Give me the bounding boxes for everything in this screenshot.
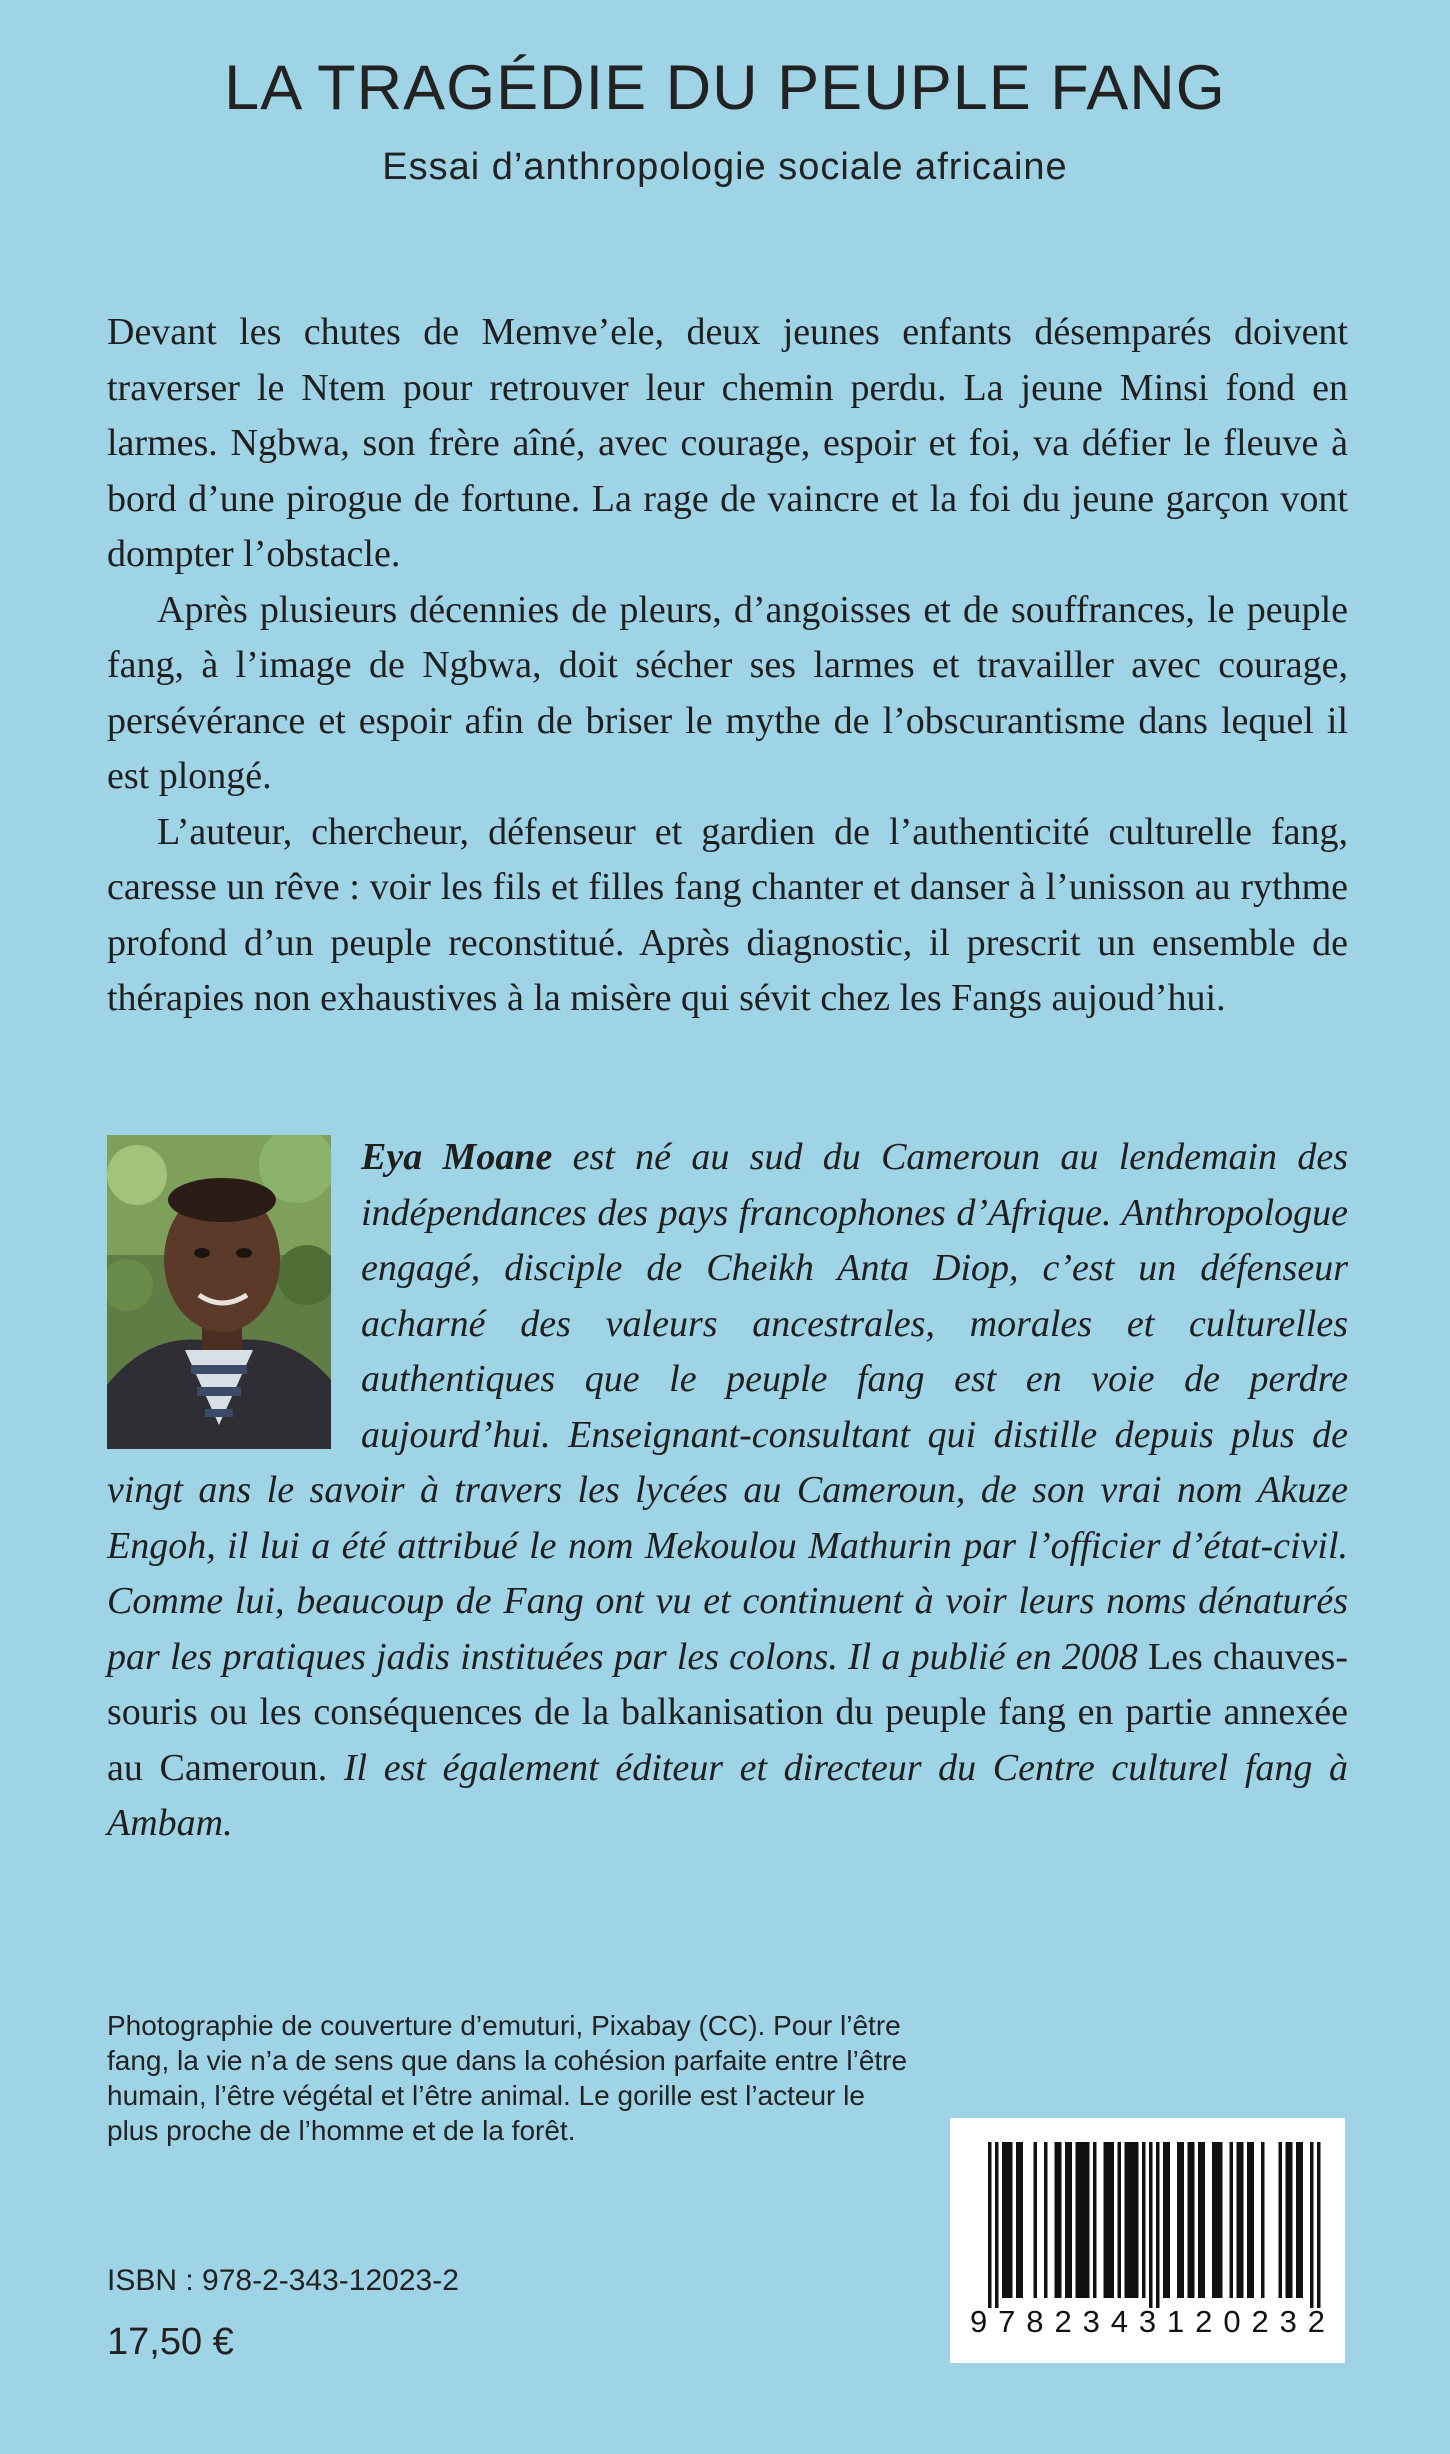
barcode-bar (1317, 2142, 1321, 2308)
summary-paragraph: Devant les chutes de Memve’ele, deux jeunes enfants désemparés doivent traverser le Ntem pour retrouver leur chemin perdu. La jeune Minsi fond en larmes. Ngbwa, son frère aîné, avec courage, espoir et foi, va défier le fleuve à bord d’une pirogue de fortune. La rage de vaincre et la foi du jeune garçon vont dompter l’obstacle. (107, 311, 1348, 575)
price: 17,50 € (107, 2321, 234, 2363)
barcode-bar (1156, 2142, 1160, 2308)
barcode-bar (1079, 2142, 1083, 2298)
barcode-bar (1181, 2142, 1185, 2298)
barcode-bar (995, 2142, 999, 2308)
barcode-bar (1118, 2142, 1122, 2298)
barcode-bar (1125, 2142, 1129, 2298)
book-subtitle: Essai d’anthropologie sociale africaine (382, 146, 1068, 188)
barcode-bar (1055, 2142, 1059, 2298)
barcode-bar (1132, 2142, 1136, 2298)
barcode-bar (1069, 2142, 1073, 2298)
barcode-bar (1006, 2142, 1010, 2298)
barcode-bar (1020, 2142, 1024, 2298)
barcode-bar (1300, 2142, 1304, 2298)
barcode-bar (1149, 2142, 1153, 2308)
published-book-title: Les chauves-souris ou les conséquences de la balkanisation du peuple fang en partie annexée au Cameroun. (107, 1635, 1348, 1789)
barcode-digits: 9 7 8 2 3 4 3 1 2 0 2 3 2 (970, 2304, 1325, 2339)
barcode-bar (1219, 2142, 1223, 2298)
barcode-bar (1083, 2142, 1087, 2298)
barcode-bar (1279, 2142, 1283, 2298)
barcode-bar (1212, 2142, 1216, 2298)
barcode-bar (1044, 2142, 1048, 2298)
barcode-bar (1198, 2142, 1202, 2298)
barcode-bar (1076, 2142, 1080, 2298)
barcode-bar (1093, 2142, 1097, 2298)
author-bio (107, 1130, 1348, 1852)
barcode-bar (988, 2142, 992, 2308)
isbn: ISBN : 978-2-343-12023-2 (107, 2264, 459, 2297)
barcode-bar (1111, 2142, 1115, 2298)
barcode-bar (1009, 2142, 1013, 2298)
summary-paragraph: Après plusieurs décennies de pleurs, d’angoisses et de souffrances, le peuple fang, à l’image de Ngbwa, doit sécher ses larmes et travailler avec courage, persévérance et espoir afin de briser le mythe de l’obscurantisme dans lequel il est plongé. (107, 588, 1348, 797)
barcode-bar (1034, 2142, 1038, 2298)
barcode-bar (1310, 2142, 1314, 2308)
barcode-bar (1230, 2142, 1234, 2298)
barcode-bar (1016, 2142, 1020, 2298)
barcode-bar (1240, 2142, 1244, 2298)
barcode-bar (1191, 2142, 1195, 2298)
author-bio-part1: est né au sud du Cameroun au lendemain des indépendances des pays francophones d’Afrique. Anthropologue engagé, disciple de Cheikh Anta Diop, c’est un défenseur acharné des valeurs ancestrales, morales et culturelles authentiques que le peuple fang est en voie de perdre aujourd’hui. Enseignant-consultant qui distille depuis plus de vingt ans le savoir à travers les lycées au Cameroun, de son vrai nom Akuze Engoh, il lui a été attribué le nom Mekoulou Mathurin par l’officier d’état-civil. Comme lui, beaucoup de Fang ont vu et continuent à voir leurs noms dénaturés par les pratiques jadis instituées par les colons. Il a publié en 2008 (107, 1136, 1349, 1678)
barcode-bar (1058, 2142, 1062, 2298)
barcode-bar (1188, 2142, 1192, 2298)
barcode-bar (1135, 2142, 1139, 2298)
barcode-bar (1002, 2142, 1006, 2298)
barcode-bar (1202, 2142, 1206, 2298)
barcode-bar (1163, 2142, 1167, 2298)
barcode-bar (1216, 2142, 1220, 2298)
barcode-bar (1247, 2142, 1251, 2298)
barcode-bar (1167, 2142, 1171, 2298)
barcode-bar (1289, 2142, 1293, 2298)
author-portrait-image (107, 1135, 331, 1449)
barcode-bar (1296, 2142, 1300, 2298)
barcode-bar (1177, 2142, 1181, 2298)
barcode-bar (1065, 2142, 1069, 2298)
author-bio-part2: Il est également éditeur et directeur du Centre culturel fang à Ambam. (107, 1746, 1349, 1844)
barcode-bar (1142, 2142, 1146, 2298)
barcode-bar (1107, 2142, 1111, 2298)
barcode-bar (1128, 2142, 1132, 2298)
book-title: LA TRAGÉDIE DU PEUPLE FANG (224, 53, 1226, 123)
barcode-bar (1286, 2142, 1290, 2298)
barcode (950, 2118, 1345, 2363)
summary-paragraph: L’auteur, chercheur, défenseur et gardien de l’authenticité culturelle fang, caresse un rêve : voir les fils et filles fang chanter et danser à l’unisson au rythme profond d’un peuple reconstitué. Après diagnostic, il prescrit un ensemble de thérapies non exhaustives à la misère qui sévit chez les Fangs aujoud’hui. (107, 810, 1348, 1019)
cover-photo-credit: Photographie de couverture d’emuturi, Pixabay (CC). Pour l’être fang, la vie n’a de sens que dans la cohésion parfaite entre l’être humain, l’être végétal et l’être animal. Le gorille est l’acteur le plus proche de l’homme et de la forêt. (107, 2010, 908, 2146)
author-photo (107, 1135, 331, 1449)
barcode-bar (1237, 2142, 1241, 2298)
summary-text (107, 305, 1348, 1027)
barcode-bar (1086, 2142, 1090, 2298)
author-name: Eya Moane (361, 1136, 553, 1178)
barcode-bar (1251, 2142, 1255, 2298)
barcode-bar (1104, 2142, 1108, 2298)
barcode-bar (1261, 2142, 1265, 2298)
